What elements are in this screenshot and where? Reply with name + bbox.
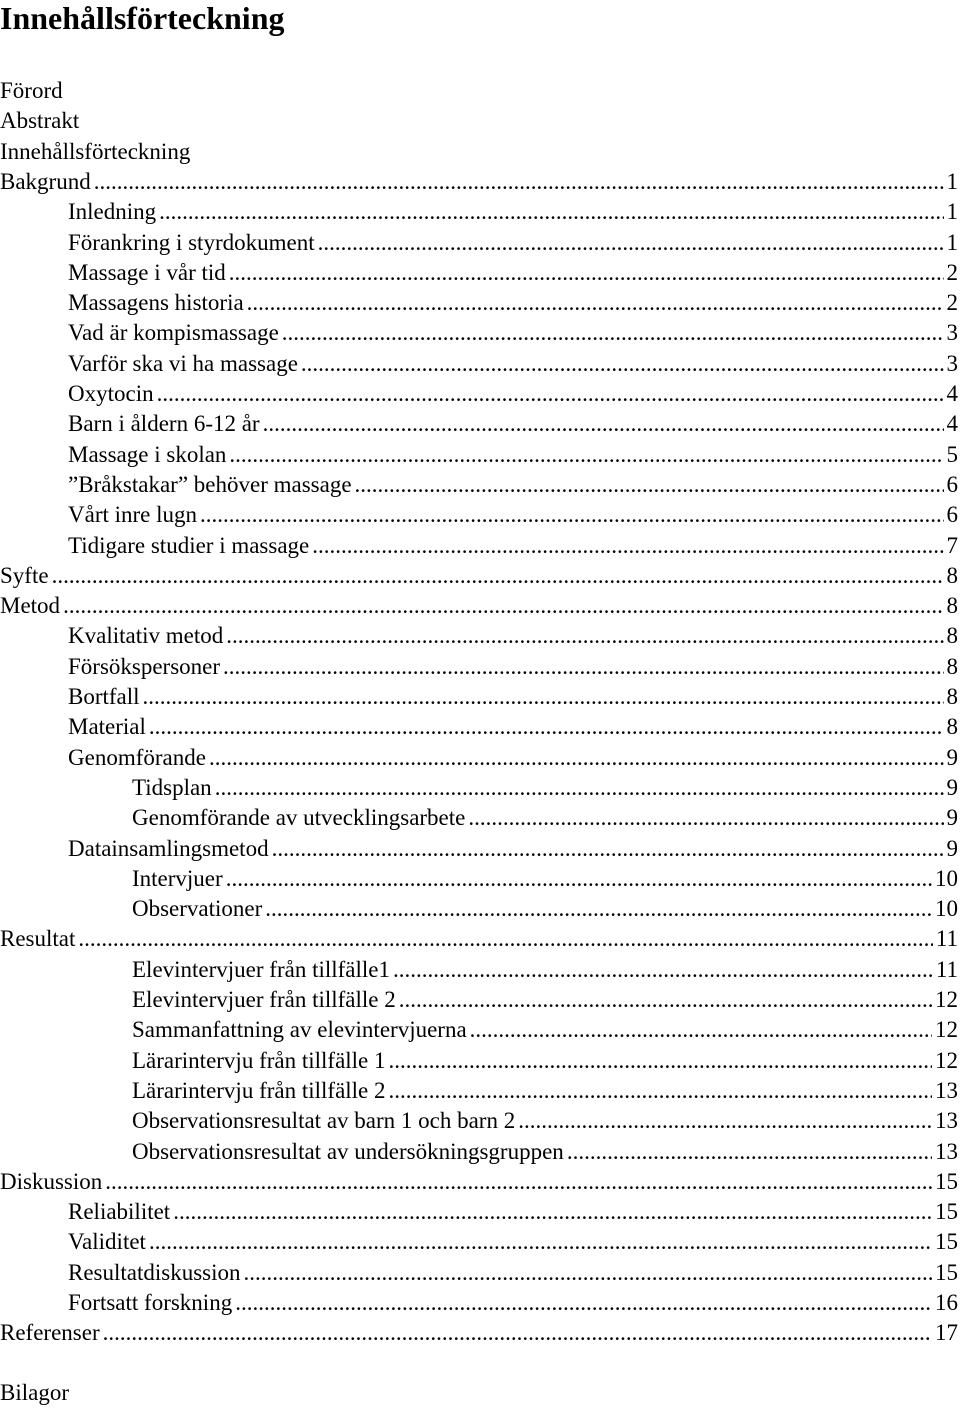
toc-entry-page: 1 bbox=[946, 168, 958, 194]
toc-leader-dots bbox=[301, 349, 944, 379]
toc-leader-dots bbox=[63, 591, 943, 621]
toc-entry-label: Reliabilitet bbox=[68, 1199, 171, 1225]
toc-entry bbox=[68, 682, 958, 712]
toc-entry-page: 8 bbox=[946, 593, 958, 619]
toc-entry bbox=[132, 985, 958, 1015]
toc-leader-dots bbox=[263, 409, 944, 439]
toc-leader-dots bbox=[173, 1197, 932, 1227]
toc-entry bbox=[0, 591, 958, 621]
toc-leader-dots bbox=[223, 652, 943, 682]
toc-entry bbox=[132, 803, 958, 833]
toc-leader-dots bbox=[149, 712, 944, 742]
toc-entry-label: Diskussion bbox=[0, 1168, 103, 1194]
toc-entry bbox=[68, 318, 958, 348]
toc-entry-label: Resultat bbox=[0, 926, 76, 952]
bilagor-heading: Bilagor bbox=[0, 1380, 69, 1405]
toc-entry bbox=[132, 1137, 958, 1167]
toc-entry-label: Bakgrund bbox=[0, 168, 91, 194]
toc-entry bbox=[68, 621, 958, 651]
toc-entry-page: 2 bbox=[946, 259, 958, 285]
toc-entry-page: 15 bbox=[935, 1168, 958, 1194]
toc-entry-page: 9 bbox=[946, 805, 958, 831]
toc-entry-page: 8 bbox=[946, 623, 958, 649]
toc-entry-label: Resultatdiskussion bbox=[68, 1259, 241, 1285]
toc-entry-page: 8 bbox=[946, 714, 958, 740]
toc-leader-dots bbox=[389, 1046, 932, 1076]
toc-entry-page: 10 bbox=[935, 865, 958, 891]
toc-entry bbox=[68, 1288, 958, 1318]
toc-entry-label: Varför ska vi ha massage bbox=[68, 350, 298, 376]
toc-entry bbox=[68, 652, 958, 682]
toc-leader-dots bbox=[468, 803, 943, 833]
toc-entry-page: 12 bbox=[935, 1047, 958, 1073]
toc-leader-dots bbox=[399, 985, 932, 1015]
toc-leader-dots bbox=[235, 1288, 932, 1318]
toc-entry-label: Innehållsförteckning bbox=[0, 138, 191, 164]
toc-entry-label: Genomförande bbox=[68, 744, 206, 770]
toc-leader-dots bbox=[393, 955, 933, 985]
toc-entry-page: 17 bbox=[935, 1320, 958, 1346]
toc-leader-dots bbox=[470, 1015, 932, 1045]
toc-entry-label: Elevintervjuer från tillfälle1 bbox=[132, 956, 390, 982]
toc-leader-dots bbox=[149, 1227, 932, 1257]
toc-entry-page: 11 bbox=[935, 926, 958, 952]
toc-leader-dots bbox=[103, 1318, 932, 1348]
toc-entry bbox=[68, 1258, 958, 1288]
toc-entry-page: 9 bbox=[946, 774, 958, 800]
toc-entry-label: Massage i vår tid bbox=[68, 259, 226, 285]
toc-entry-label: Observationsresultat av undersökningsgruppen bbox=[132, 1138, 564, 1164]
toc-entry-page: 13 bbox=[935, 1077, 958, 1103]
toc-entry bbox=[0, 1318, 958, 1348]
toc-entry-label: ”Bråkstakar” behöver massage bbox=[68, 471, 352, 497]
toc-entry-label: Syfte bbox=[0, 562, 49, 588]
toc-entry bbox=[68, 228, 958, 258]
toc-entry bbox=[68, 258, 958, 288]
toc-leader-dots bbox=[229, 440, 943, 470]
toc-entry-page: 2 bbox=[946, 290, 958, 316]
toc-entry bbox=[132, 1015, 958, 1045]
toc-entry bbox=[0, 1167, 958, 1197]
toc-entry bbox=[68, 1227, 958, 1257]
toc-leader-dots bbox=[105, 1167, 932, 1197]
toc-leader-dots bbox=[282, 318, 944, 348]
toc-entry bbox=[0, 167, 958, 197]
toc-leader-dots bbox=[244, 1258, 932, 1288]
toc-entry bbox=[132, 955, 958, 985]
toc-entry-label: Förankring i styrdokument bbox=[68, 229, 315, 255]
toc-entry-page: 15 bbox=[935, 1259, 958, 1285]
toc-entry-label: Kvalitativ metod bbox=[68, 623, 224, 649]
toc-entry-label: Vårt inre lugn bbox=[68, 502, 198, 528]
toc-entry bbox=[68, 197, 958, 227]
toc-entry-page: 13 bbox=[935, 1138, 958, 1164]
toc-leader-dots bbox=[159, 197, 943, 227]
toc-entry-page: 4 bbox=[946, 381, 958, 406]
toc-entry-page: 3 bbox=[946, 320, 958, 346]
toc-entry bbox=[0, 137, 958, 167]
toc-leader-dots bbox=[355, 470, 944, 500]
toc-entry-label: Elevintervjuer från tillfälle 2 bbox=[132, 987, 396, 1012]
toc-entry-page: 15 bbox=[935, 1199, 958, 1225]
toc-entry-label: Bortfall bbox=[68, 684, 140, 709]
toc-entry-label: Observationsresultat av barn 1 och barn 2 bbox=[132, 1108, 516, 1134]
toc-entry-page: 3 bbox=[946, 350, 958, 376]
toc-entry bbox=[0, 76, 958, 106]
toc-entry bbox=[68, 712, 958, 742]
toc-entry-page: 8 bbox=[946, 684, 958, 709]
toc-entry bbox=[132, 864, 958, 894]
toc-entry-label: Sammanfattning av elevintervjuerna bbox=[132, 1017, 467, 1043]
toc-entry-label: Lärarintervju från tillfälle 2 bbox=[132, 1077, 386, 1103]
toc-entry-label: Inledning bbox=[68, 199, 157, 225]
toc-entry-page: 9 bbox=[946, 744, 958, 770]
toc-entry-page: 12 bbox=[935, 1017, 958, 1043]
toc-entry-page: 5 bbox=[946, 441, 958, 467]
toc-leader-dots bbox=[518, 1106, 932, 1136]
toc-entry bbox=[0, 561, 958, 591]
toc-entry-label: Massagens historia bbox=[68, 290, 244, 316]
toc-entry bbox=[132, 773, 958, 803]
toc-leader-dots bbox=[52, 561, 944, 591]
toc-entry-label: Fortsatt forskning bbox=[68, 1290, 233, 1315]
toc-entry bbox=[0, 106, 958, 136]
toc-entry bbox=[68, 349, 958, 379]
toc-entry-label: Genomförande av utvecklingsarbete bbox=[132, 805, 466, 831]
toc-entry-label: Metod bbox=[0, 593, 61, 619]
toc-entry bbox=[132, 1106, 958, 1136]
toc-entry-page: 6 bbox=[946, 502, 958, 528]
toc-entry bbox=[68, 531, 958, 561]
toc-entry bbox=[68, 470, 958, 500]
toc-leader-dots bbox=[567, 1137, 932, 1167]
toc-entry bbox=[68, 409, 958, 439]
toc-entry bbox=[68, 1197, 958, 1227]
toc-leader-dots bbox=[200, 500, 943, 530]
page-title: Innehållsförteckning bbox=[0, 0, 285, 36]
toc-leader-dots bbox=[265, 894, 932, 924]
toc-entry-page: 7 bbox=[946, 532, 958, 558]
toc-entry bbox=[0, 924, 958, 954]
toc-leader-dots bbox=[94, 167, 944, 197]
toc-leader-dots bbox=[272, 834, 944, 864]
toc-entry-label: Intervjuer bbox=[132, 865, 223, 891]
toc-entry bbox=[68, 288, 958, 318]
toc-leader-dots bbox=[389, 1076, 932, 1106]
toc-entry-page: 15 bbox=[935, 1229, 958, 1255]
toc-entry bbox=[132, 894, 958, 924]
toc-entry-page: 13 bbox=[935, 1108, 958, 1134]
toc-entry-label: Förord bbox=[0, 78, 63, 103]
toc-leader-dots bbox=[226, 621, 943, 651]
toc-entry bbox=[68, 500, 958, 530]
toc-leader-dots bbox=[226, 864, 932, 894]
toc-entry-label: Vad är kompismassage bbox=[68, 320, 279, 346]
toc-leader-dots bbox=[78, 924, 932, 954]
toc-leader-dots bbox=[318, 228, 944, 258]
toc-entry-label: Referenser bbox=[0, 1320, 100, 1346]
toc-leader-dots bbox=[229, 258, 944, 288]
toc-entry-label: Barn i åldern 6-12 år bbox=[68, 411, 260, 437]
toc-entry-page: 1 bbox=[946, 199, 958, 225]
toc-entry bbox=[68, 834, 958, 864]
toc-entry bbox=[132, 1046, 958, 1076]
toc-entry-page: 4 bbox=[946, 411, 958, 437]
toc-entry-label: Tidsplan bbox=[132, 774, 212, 800]
toc-entry-label: Massage i skolan bbox=[68, 441, 227, 467]
toc-leader-dots bbox=[209, 743, 944, 773]
toc-entry bbox=[68, 379, 958, 409]
toc-entry-page: 9 bbox=[946, 835, 958, 861]
toc-entry-label: Försökspersoner bbox=[68, 653, 221, 679]
toc-entry-page: 6 bbox=[946, 471, 958, 497]
toc-entry-page: 11 bbox=[935, 956, 958, 982]
toc-entry-label: Validitet bbox=[68, 1229, 146, 1255]
toc-entry-page: 10 bbox=[935, 896, 958, 922]
toc-entry-page: 12 bbox=[935, 987, 958, 1012]
toc-entry-label: Observationer bbox=[132, 896, 263, 922]
toc-leader-dots bbox=[247, 288, 944, 318]
toc-entry bbox=[132, 1076, 958, 1106]
toc-leader-dots bbox=[143, 682, 944, 712]
toc-leader-dots bbox=[215, 773, 944, 803]
toc-entry-label: Tidigare studier i massage bbox=[68, 532, 310, 558]
toc-entry-label: Datainsamlingsmetod bbox=[68, 835, 269, 861]
toc-entry bbox=[68, 743, 958, 773]
toc-entry-label: Oxytocin bbox=[68, 381, 154, 406]
toc-entry-label: Material bbox=[68, 714, 146, 740]
toc-entry-page: 8 bbox=[946, 653, 958, 679]
toc-entry-page: 16 bbox=[935, 1290, 958, 1315]
toc-entry-page: 1 bbox=[946, 229, 958, 255]
toc-entry-page: 8 bbox=[946, 562, 958, 588]
toc-leader-dots bbox=[312, 531, 943, 561]
toc-leader-dots bbox=[157, 379, 944, 409]
toc-entry-label: Abstrakt bbox=[0, 108, 80, 134]
toc-entry-label: Lärarintervju från tillfälle 1 bbox=[132, 1047, 386, 1073]
toc-entry bbox=[68, 440, 958, 470]
